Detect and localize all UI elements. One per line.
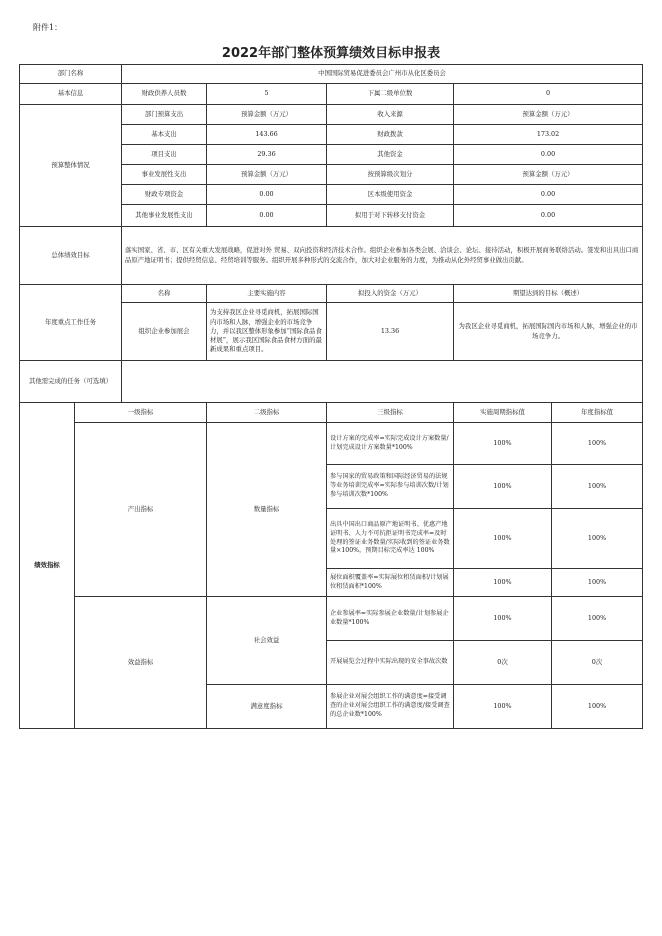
level3-indicator: 展位面积覆盖率=实际展位租赁面积/计划展位租赁面积*100% bbox=[327, 569, 454, 597]
annual-header: 期望达到的目标（概述） bbox=[454, 285, 643, 303]
period-value: 100% bbox=[454, 685, 552, 729]
budget-cell: 财政拨款 bbox=[327, 125, 454, 145]
year-value: 100% bbox=[552, 423, 643, 465]
annual-header: 主要实施内容 bbox=[207, 285, 327, 303]
budget-cell: 0.00 bbox=[454, 145, 643, 165]
period-value: 100% bbox=[454, 465, 552, 509]
year-value: 100% bbox=[552, 509, 643, 569]
budget-cell: 0.00 bbox=[207, 185, 327, 205]
basic-info-label: 基本信息 bbox=[20, 84, 122, 105]
attachment-label: 附件1： bbox=[33, 23, 63, 32]
dept-label: 部门名称 bbox=[20, 65, 122, 84]
budget-cell: 按预算级次划分 bbox=[327, 165, 454, 185]
budget-cell: 0.00 bbox=[454, 185, 643, 205]
indicators-label: 绩效指标 bbox=[20, 403, 75, 729]
overall-goal-text: 落实国家、省、市、区有关重大发展战略，促进对外 贸易、双向投资和经济技术合作。组织企业参加各类会展、洽谈会、论坛、接待活动，积极开展商务联络活动。签发和出具出口商品原产地证明书；提供经贸信息、经贸培训等服务。组织开展多种形式的交流合作，加大对企业服务的力度，为推动从化外经贸事业做出贡献。 bbox=[122, 227, 643, 285]
period-value: 100% bbox=[454, 569, 552, 597]
annual-task-content: 为支持我区企业寻觅商机，拓展国际国内市场和人脉，增强企业的市场竞争力，并以我区整体形象参加“国际食品食材展”，展示我区国际食品食材方面的最新成果和重点项目。 bbox=[207, 303, 327, 361]
budget-cell: 0.00 bbox=[454, 205, 643, 227]
indicator-header: 一级指标 bbox=[75, 403, 207, 423]
year-value: 100% bbox=[552, 597, 643, 641]
other-tasks-label: 其他需完成的任务（可选填） bbox=[20, 361, 122, 403]
annual-tasks-label: 年度重点工作任务 bbox=[20, 285, 122, 361]
year-value: 100% bbox=[552, 569, 643, 597]
indicator-header: 三级指标 bbox=[327, 403, 454, 423]
level3-indicator: 企业参展率=实际参展企业数量/计划参展企业数量*100% bbox=[327, 597, 454, 641]
budget-cell: 部门预算支出 bbox=[122, 105, 207, 125]
budget-cell: 预算金额（万元） bbox=[454, 105, 643, 125]
level2-social: 社会效益 bbox=[207, 597, 327, 685]
sub-units-label: 下属二级单位数 bbox=[327, 84, 454, 105]
budget-cell: 其他事业发展性支出 bbox=[122, 205, 207, 227]
other-tasks-value bbox=[122, 361, 643, 403]
overall-goal-label: 总体绩效目标 bbox=[20, 227, 122, 285]
level3-indicator: 参与国家的贸易政策和国际经济贸易的法规等业务培训完成率=实际参与培训次数/计划参与培训次数*100% bbox=[327, 465, 454, 509]
annual-task-name: 组织企业参加展会 bbox=[122, 303, 207, 361]
performance-target-table bbox=[19, 64, 643, 729]
indicator-header: 实施周期指标值 bbox=[454, 403, 552, 423]
level3-indicator: 出具中国出口商品原产地证明书、优惠产地证明书、人力不可抗拒证明书完成率=及时处理的签证业务数量/实际收到的签证业务数量×100%，预期目标完成率达 100% bbox=[327, 509, 454, 569]
annual-header: 拟投入的资金（万元） bbox=[327, 285, 454, 303]
level1-benefit: 效益指标 bbox=[75, 597, 207, 729]
budget-cell: 29.36 bbox=[207, 145, 327, 165]
indicator-header: 年度指标值 bbox=[552, 403, 643, 423]
dept-value: 中国国际贸易促进委员会广州市从化区委员会 bbox=[122, 65, 643, 84]
budget-cell: 基本支出 bbox=[122, 125, 207, 145]
year-value: 0次 bbox=[552, 641, 643, 685]
level2-quantity: 数量指标 bbox=[207, 423, 327, 597]
level3-indicator: 开展展览会过程中实际出现的安全事故次数 bbox=[327, 641, 454, 685]
level3-indicator: 参展企业对展会组织工作的满意度=接受调查的企业对展会组织工作的满意度/接受调查的总企业数*100% bbox=[327, 685, 454, 729]
budget-cell: 预算金额（万元） bbox=[454, 165, 643, 185]
annual-task-goal: 为我区企业寻觅商机，拓展国际国内市场和人脉，增强企业的市场竞争力。 bbox=[454, 303, 643, 361]
annual-header: 名称 bbox=[122, 285, 207, 303]
year-value: 100% bbox=[552, 465, 643, 509]
staff-value: 5 bbox=[207, 84, 327, 105]
budget-cell: 项目支出 bbox=[122, 145, 207, 165]
budget-cell: 拟用于对下转移支付资金 bbox=[327, 205, 454, 227]
budget-cell: 事业发展性支出 bbox=[122, 165, 207, 185]
budget-cell: 区本级使用资金 bbox=[327, 185, 454, 205]
year-value: 100% bbox=[552, 685, 643, 729]
budget-label: 预算整体情况 bbox=[20, 105, 122, 227]
period-value: 100% bbox=[454, 597, 552, 641]
level3-indicator: 设计方案的完成率=实际完成设计方案数量/计划完成设计方案数量*100% bbox=[327, 423, 454, 465]
period-value: 100% bbox=[454, 509, 552, 569]
budget-cell: 预算金额（万元） bbox=[207, 165, 327, 185]
budget-cell: 财政专项资金 bbox=[122, 185, 207, 205]
page-title: 2022年部门整体预算绩效目标申报表 bbox=[221, 46, 441, 61]
sub-units-value: 0 bbox=[454, 84, 643, 105]
level2-satisfaction: 满意度指标 bbox=[207, 685, 327, 729]
budget-cell: 143.66 bbox=[207, 125, 327, 145]
budget-cell: 预算金额（万元） bbox=[207, 105, 327, 125]
budget-cell: 其他资金 bbox=[327, 145, 454, 165]
annual-task-fund: 13.36 bbox=[327, 303, 454, 361]
level1-output: 产出指标 bbox=[75, 423, 207, 597]
period-value: 0次 bbox=[454, 641, 552, 685]
period-value: 100% bbox=[454, 423, 552, 465]
staff-label: 财政供养人员数 bbox=[122, 84, 207, 105]
budget-cell: 173.02 bbox=[454, 125, 643, 145]
indicator-header: 二级指标 bbox=[207, 403, 327, 423]
budget-cell: 0.00 bbox=[207, 205, 327, 227]
budget-cell: 收入来源 bbox=[327, 105, 454, 125]
